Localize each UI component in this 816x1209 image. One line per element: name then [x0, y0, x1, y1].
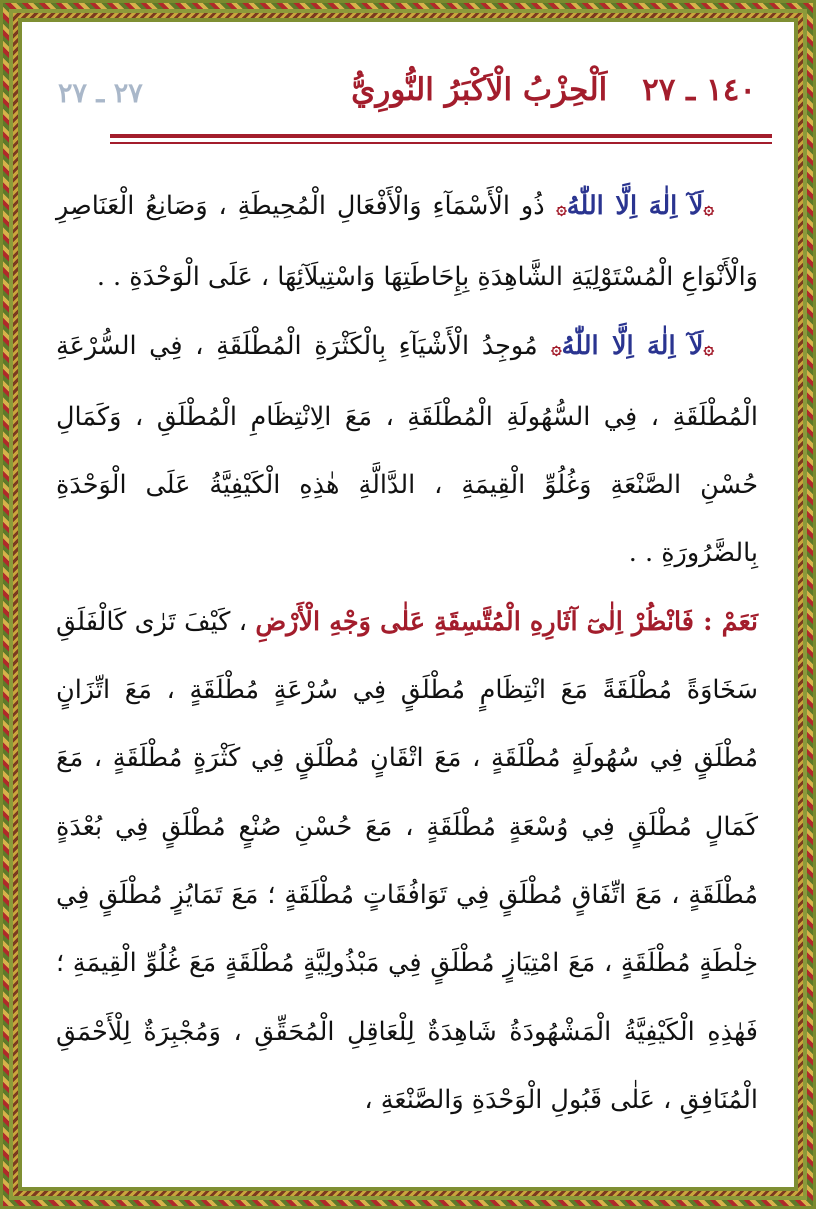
ornament-icon: ۞	[703, 337, 714, 359]
kalima-phrase: ۞لَآ اِلٰهَ اِلَّا اللّٰهُ۞	[551, 330, 714, 361]
highlighted-lead: نَعَمْ : فَانْظُرْ اِلٰىٓ آثَارِهِ الْمُتَّسِقَةِ عَلٰى وَجْهِ الْأَرْضِ	[255, 606, 759, 637]
ornament-icon: ۞	[556, 198, 567, 219]
kalima-phrase: ۞لَآ اِلٰهَ اِلَّا اللّٰهُ۞	[556, 191, 714, 221]
paragraph-text: ذُو الْأَسْمَآءِ وَالْأَفْعَالِ الْمُحِيطَةِ ، وَصَانِعُ الْعَنَاصِرِ وَالْأَنْوَاعِ الْمُسْتَوْلِيَةِ الشَّاهِدَةِ بِإِحَاطَتِهَا وَاسْتِيلَآئِهَا ، عَلَى الْوَحْدَةِ . .	[56, 191, 758, 293]
paragraph-2	[56, 312, 758, 588]
ornament-icon: ۞	[551, 337, 562, 359]
paragraph-1	[56, 172, 758, 312]
page-number: ١٤٠ ـ ٢٧	[642, 72, 756, 108]
ghost-page-number: ٢٧ ـ ٢٧	[58, 78, 143, 109]
header-rule-thick	[110, 134, 772, 138]
body-text	[56, 172, 758, 1134]
header-rule-thin	[110, 142, 772, 144]
paragraph-3	[56, 588, 758, 1134]
page-content	[22, 22, 794, 1187]
page-header	[22, 72, 794, 132]
ornament-icon: ۞	[703, 198, 714, 219]
header-line	[351, 72, 756, 108]
paragraph-text: مُوجِدُ الْأَشْيَآءِ بِالْكَثْرَةِ الْمُطْلَقَةِ ، فِي السُّرْعَةِ الْمُطْلَقَةِ ، فِي السُّهُولَةِ الْمُطْلَقَةِ ، مَعَ الِانْتِظَامِ الْمُطْلَقِ ، وَكَمَالِ حُسْنِ الصَّنْعَةِ وَغُلُوِّ الْقِيمَةِ ، الدَّالَّةِ هٰذِهِ الْكَيْفِيَّةُ عَلَى الْوَحْدَةِ بِالضَّرُورَةِ . .	[56, 330, 758, 569]
paragraph-text: ، كَيْفَ تَرٰى كَالْفَلَقِ سَخَاوَةً مُطْلَقَةً مَعَ انْتِظَامٍ مُطْلَقٍ فِي سُرْعَةٍ مُطْلَقَةٍ ، مَعَ اتِّزَانٍ مُطْلَقٍ فِي سُهُولَةٍ مُطْلَقَةٍ ، مَعَ اتْقَانٍ مُطْلَقٍ فِي كَثْرَةٍ مُطْلَقَةٍ ، مَعَ كَمَالٍ مُطْلَقٍ فِي وُسْعَةٍ مُطْلَقَةٍ ، مَعَ حُسْنِ صُنْعٍ مُطْلَقٍ فِي بُعْدَةٍ مُطْلَقَةٍ ، مَعَ اتِّفَاقٍ مُطْلَقٍ فِي تَوَافُقَاتٍ مُطْلَقَةٍ ؛ مَعَ تَمَايُزٍ مُطْلَقٍ فِي خِلْطَةٍ مُطْلَقَةٍ ، مَعَ امْتِيَازٍ مُطْلَقٍ فِي مَبْذُولِيَّةٍ مُطْلَقَةٍ مَعَ غُلُوِّ الْقِيمَةِ ؛ فَهٰذِهِ الْكَيْفِيَّةُ الْمَشْهُودَةُ شَاهِدَةٌ لِلْعَاقِلِ الْمُحَقِّقِ ، وَمُجْبِرَةٌ لِلْأَحْمَقِ الْمُنَافِقِ ، عَلٰى قَبُولِ الْوَحْدَةِ وَالصَّنْعَةِ ،	[56, 606, 758, 1115]
book-title: اَلْحِزْبُ الْاَكْبَرُ النُّورِيُّ	[351, 72, 608, 108]
